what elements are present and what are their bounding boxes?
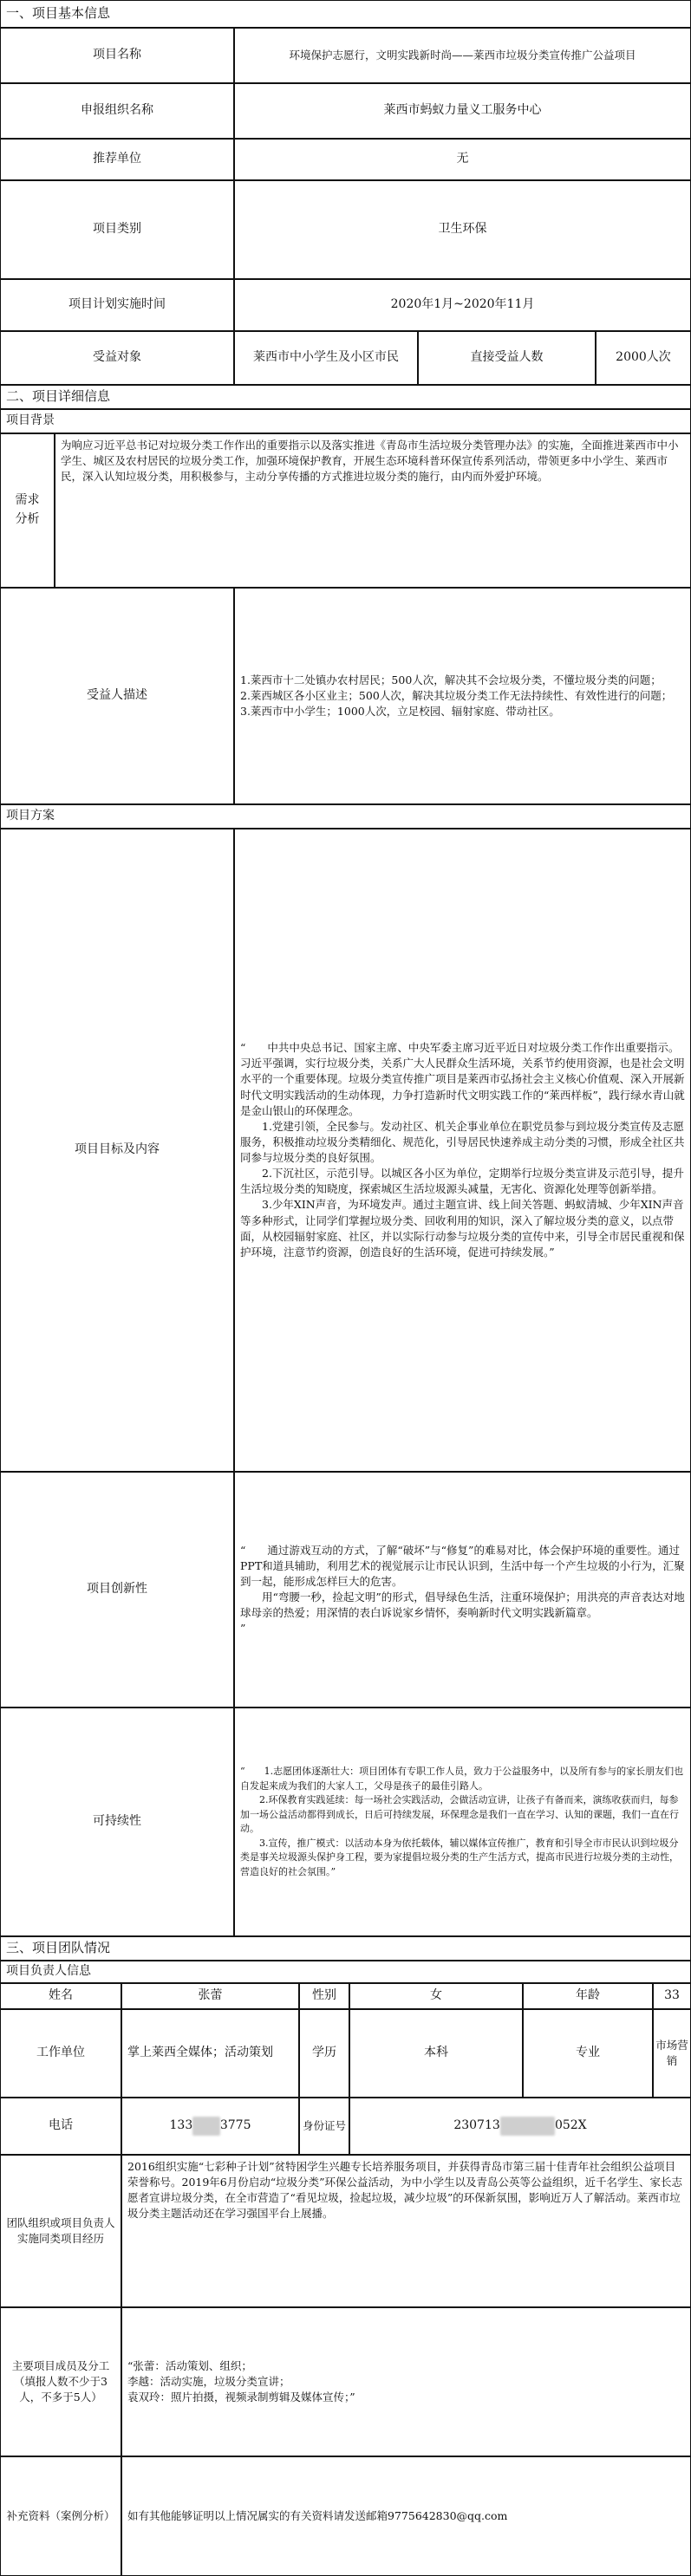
direct-beneficiaries-label: 直接受益人数: [418, 331, 596, 385]
major-label: 专业: [523, 2009, 653, 2098]
innovation-value: “ 通过游戏互动的方式，了解“破坏”与“修复”的难易对比，体会保护环境的重要性。通过PPT和道具辅助，利用艺术的视觉展示让市民认识到，生活中每一个产生垃圾的小行为，汇聚到一起，能形成怎样巨大的危害。 用“弯腰一秒，捡起文明”的形式，倡导绿色生活，注重环境保护；用洪亮的声音表达对地球母亲的热爱；用深情的表白诉说家乡情怀，奏响新时代文明实践新篇章。 ”: [234, 1472, 691, 1708]
experience-value: 2016组织实施“七彩种子计划”贫特困学生兴趣专长培养服务项目，并获得青岛市第三届十佳青年社会组织公益项目荣誉称号。2019年6月份启动“垃圾分类”环保公益活动，为中小学生以及青岛公英等公益组织，近千名学生、家长志愿者宣讲垃圾分类，在全市营造了“看见垃圾，捡起垃圾，减少垃圾”的环保新氛围，影响近万人了解活动。莱西市垃圾分类主题活动还在学习强国平台上展播。: [121, 2155, 691, 2307]
phone-label: 电话: [0, 2098, 121, 2155]
project-name-value: 环境保护志愿行，文明实践新时尚——莱西市垃圾分类宣传推广公益项目: [234, 28, 691, 83]
experience-label: 团队组织或项目负责人实施同类项目经历: [0, 2155, 121, 2307]
sustainability-label: 可持续性: [0, 1708, 234, 1936]
name-label: 姓名: [0, 1983, 121, 2009]
innovation-label: 项目创新性: [0, 1472, 234, 1708]
beneficiary-label: 受益人描述: [0, 588, 234, 804]
leader-subtitle: 项目负责人信息: [0, 1961, 691, 1983]
needs-analysis-value: 为响应习近平总书记对垃圾分类工作作出的重要指示以及落实推进《青岛市生活垃圾分类管理办法》的实施，全面推进莱西市中小学生、城区及农村居民的垃圾分类工作，加强环境保护教育，开展生态环境科普环保宣传系列活动，带领更多中小学生、莱西市民，深入认知垃圾分类，用积极参与，主动分享传播的方式推进垃圾分类的施行，由内而外爱护环境。: [55, 433, 691, 588]
section-3-title: 三、项目团队情况: [0, 1936, 691, 1961]
direct-beneficiaries-value: 2000人次: [596, 331, 691, 385]
recommend-label: 推荐单位: [0, 139, 234, 180]
name-value: 张蕾: [121, 1983, 299, 2009]
id-suffix: 052X: [554, 2118, 587, 2133]
age-label: 年龄: [523, 1983, 653, 2009]
education-label: 学历: [299, 2009, 349, 2098]
phone-value: [121, 2098, 299, 2155]
beneficiary-value: 1.莱西市十二处镇办农村居民；500人次，解决其不会垃圾分类，不懂垃圾分类的问题； 2.莱西城区各小区业主；500人次，解决其垃圾分类工作无法持续性、有效性进行的问题； 3.莱西市中小学生；1000人次，立足校园、辐射家庭、带动社区。: [234, 588, 691, 804]
id-number-label: 身份证号: [299, 2098, 349, 2155]
id-prefix: 230713: [453, 2118, 500, 2133]
work-unit-value: 掌上莱西全媒体；活动策划: [121, 2009, 299, 2098]
work-unit-label: 工作单位: [0, 2009, 121, 2098]
goals-label: 项目目标及内容: [0, 829, 234, 1472]
members-label: 主要项目成员及分工（填报人数不少于3人，不多于5人）: [0, 2307, 121, 2456]
section-2-title: 二、项目详细信息: [0, 385, 691, 409]
period-label: 项目计划实施时间: [0, 279, 234, 331]
target-label: 受益对象: [0, 331, 234, 385]
plan-subtitle: 项目方案: [0, 804, 691, 829]
id-number-value: [349, 2098, 691, 2155]
needs-analysis-label: [0, 433, 55, 588]
section-1-title: 一、项目基本信息: [0, 0, 691, 28]
supplement-label: 补充资料（案例分析）: [0, 2456, 121, 2576]
phone-suffix: 3775: [219, 2118, 251, 2133]
period-value: 2020年1月~2020年11月: [234, 279, 691, 331]
gender-value: 女: [349, 1983, 523, 2009]
gender-label: 性别: [299, 1983, 349, 2009]
sustainability-value: “ 1.志愿团体逐渐壮大：项目团体有专职工作人员，致力于公益服务中，以及所有参与的家长朋友们也自发起来成为我们的大家人工，父母是孩子的最佳引路人。 2.环保教育实践延续：每一场社会实践活动，会做活动宣讲，让孩子有备而来，演练收获而归，每参加一场公益活动都得到成长，日后可持续发展，环保理念是我们一直在学习、认知的课题，我们一直在行动。 3.宣传，推广模式：以活动本身为依托载体，辅以媒体宣传推广，教育和引导全市市民认识到垃圾分类是事关垃圾源头保护身工程，要为家提倡垃圾分类的生产生活方式，提高市民进行垃圾分类的主动性，营造良好的社会氛围。”: [234, 1708, 691, 1936]
members-value: “张蕾：活动策划、组织； 李越：活动实施，垃圾分类宣讲； 袁双玲：照片拍摄，视频录制剪辑及媒体宣传；”: [121, 2307, 691, 2456]
needs-analysis-label-text: 需求分析: [15, 493, 40, 526]
background-subtitle: 项目背景: [0, 409, 691, 433]
category-value: 卫生环保: [234, 180, 691, 279]
category-label: 项目类别: [0, 180, 234, 279]
education-value: 本科: [349, 2009, 523, 2098]
org-name-value: 莱西市蚂蚁力量义工服务中心: [234, 83, 691, 139]
recommend-value: 无: [234, 139, 691, 180]
goals-value: “ 中共中央总书记、国家主席、中央军委主席习近平近日对垃圾分类工作作出重要指示。习近平强调，实行垃圾分类，关系广大人民群众生活环境，关系节约使用资源，也是社会文明水平的一个重要体现。垃圾分类宣传推广项目是莱西市弘扬社会主义核心价值观、深入开展新时代文明实践活动的生动体现，力争打造新时代文明实践工作的“莱西样板”，践行绿水青山就是金山银山的环保理念。 1.党建引领，全民参与。发动社区、机关企事业单位在职党员参与到垃圾分类宣传及志愿服务，积极推动垃圾分类精细化、规范化，引导居民快速养成主动分类的习惯，形成全社区共同参与垃圾分类的良好氛围。 2.下沉社区，示范引导。以城区各小区为单位，定期举行垃圾分类宣讲及示范引导，提升生活垃圾分类的知晓度，探索城区生活垃圾源头减量，无害化、资源化处理等创新举措。 3.少年XIN声音，为环境发声。通过主题宣讲、线上间关答题、蚂蚁清城、少年XIN声音等多种形式，让同学们掌握垃圾分类、回收利用的知识，深入了解垃圾分类的意义，以点带面，从校园辐射家庭、社区，并以实际行动参与垃圾分类的宣传中来，引导全市居民重视和保护环境，注意节约资源，创造良好的生活环境，促进可持续发展。”: [234, 829, 691, 1472]
major-value: 市场营销: [653, 2009, 691, 2098]
redaction-blur: [500, 2117, 555, 2136]
age-value: 33: [653, 1983, 691, 2009]
redaction-blur: [192, 2117, 220, 2136]
project-name-label: 项目名称: [0, 28, 234, 83]
supplement-value: 如有其他能够证明以上情况属实的有关资料请发送邮箱9775642830@qq.com: [121, 2456, 691, 2576]
phone-prefix: 133: [169, 2118, 193, 2133]
target-value: 莱西市中小学生及小区市民: [234, 331, 418, 385]
org-name-label: 申报组织名称: [0, 83, 234, 139]
